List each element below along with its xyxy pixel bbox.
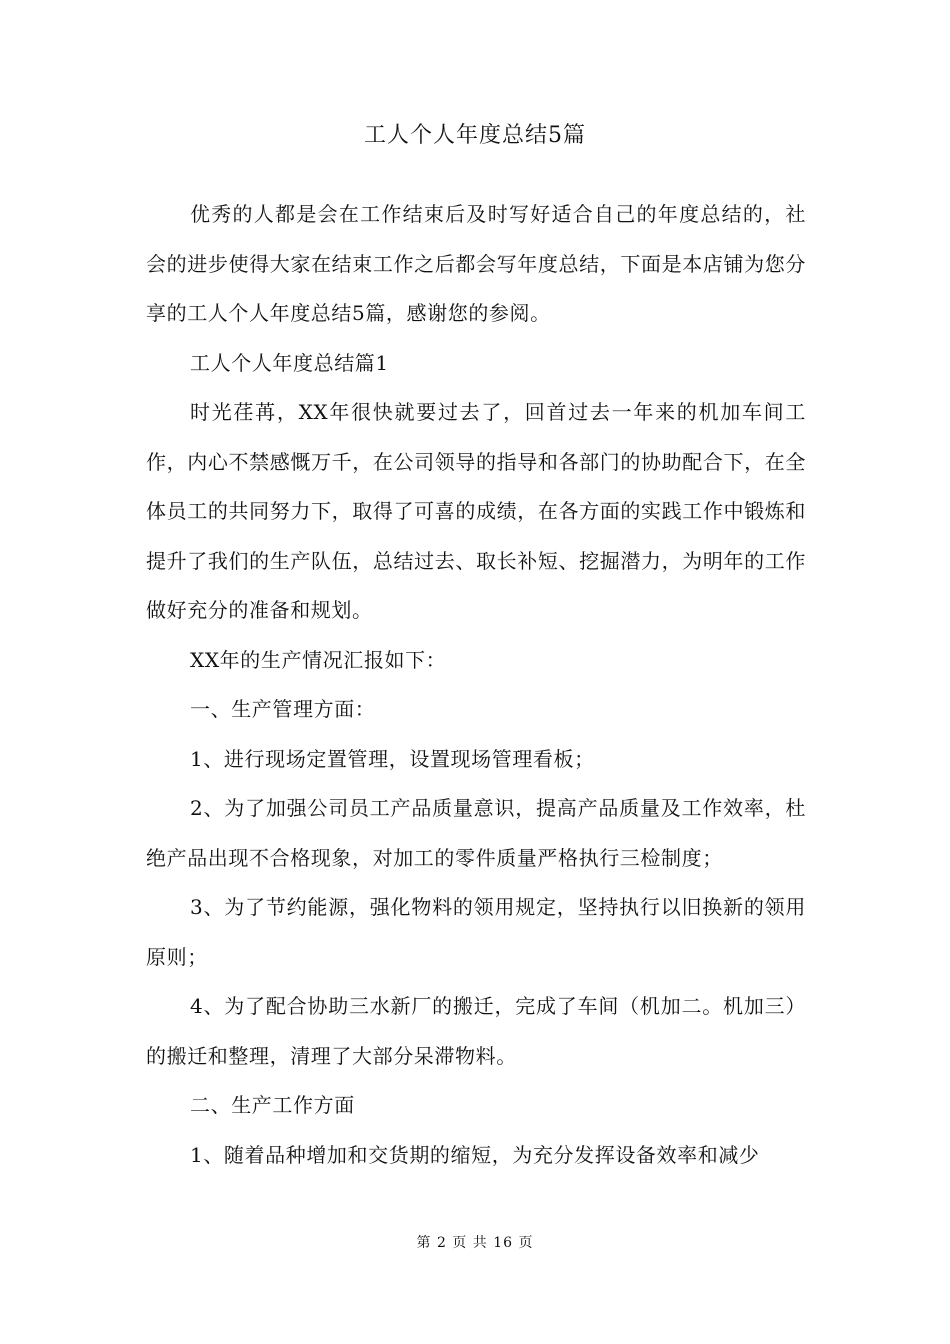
list-item: 1、随着品种增加和交货期的缩短，为充分发挥设备效率和减少	[190, 1142, 760, 1167]
list-item: 1、进行现场定置管理，设置现场管理看板；	[190, 746, 595, 771]
paragraph-intro: 优秀的人都是会在工作结束后及时写好适合自己的年度总结的，社会的进步使得大家在结束工作之后都会写年度总结，下面是本店铺为您分享的工人个人年度总结5篇，感谢您的参阅。	[146, 202, 806, 325]
document-title: 工人个人年度总结5篇	[364, 123, 586, 148]
list-item: 3、为了节约能源，强化物料的领用规定，坚持执行以旧换新的领用原则；	[146, 895, 806, 969]
list-item: 2、为了加强公司员工产品质量意识，提高产品质量及工作效率，杜绝产品出现不合格现象，对加工的零件质量严格执行三检制度；	[146, 796, 806, 870]
document-body	[146, 190, 806, 1180]
list-item: 4、为了配合协助三水新厂的搬迁，完成了车间（机加二。机加三）的搬迁和整理，清理了大部分呆滞物料。	[146, 994, 806, 1068]
subheading-production-work: 二、生产工作方面	[190, 1093, 355, 1117]
paragraph-summary: 时光荏苒，XX年很快就要过去了，回首过去一年来的机加车间工作，内心不禁感慨万千，在公司领导的指导和各部门的协助配合下，在全体员工的共同努力下，取得了可喜的成绩，在各方面的实践工作中锻炼和提升了我们的生产队伍，总结过去、取长补短、挖掘潜力，为明年的工作做好充分的准备和规划。	[146, 400, 806, 622]
page-number-footer: 第 2 页 共 16 页	[416, 1235, 534, 1251]
paragraph-report-intro: XX年的生产情况汇报如下：	[190, 647, 447, 672]
subheading-production-management: 一、生产管理方面：	[190, 697, 376, 721]
section-heading-1: 工人个人年度总结篇1	[190, 350, 389, 375]
